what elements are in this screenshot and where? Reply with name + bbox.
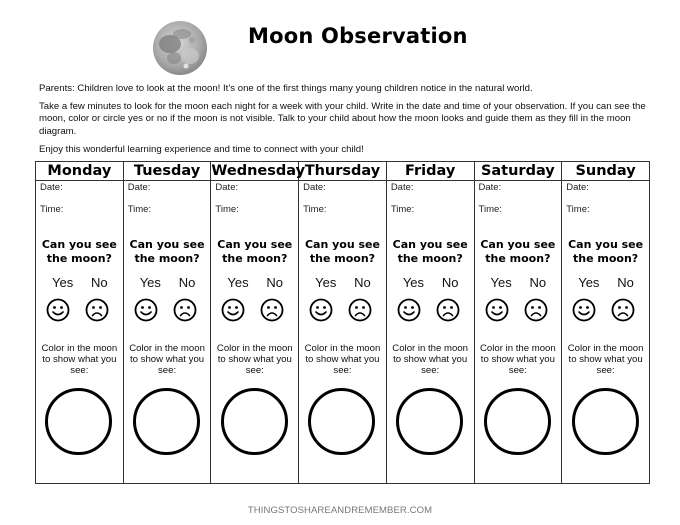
question-text: Can you see the moon? (392, 238, 468, 265)
moon-drawing-circle[interactable] (308, 388, 375, 455)
day-header-monday: Monday (36, 162, 124, 181)
moon-drawing-circle[interactable] (221, 388, 288, 455)
time-field[interactable]: Time: (390, 204, 415, 215)
no-option[interactable]: No (617, 275, 634, 290)
smiley-face-icon[interactable] (221, 298, 245, 322)
day-cells-row (36, 181, 650, 484)
moon-drawing-circle[interactable] (484, 388, 551, 455)
color-instruction: Color in the moon to show what you see: (41, 343, 118, 377)
intro-paragraph-enjoy: Enjoy this wonderful learning experience and time to connect with your child! (39, 144, 364, 155)
smiley-face-icon[interactable] (397, 298, 421, 322)
no-option[interactable]: No (266, 275, 284, 290)
day-header-thursday: Thursday (299, 162, 387, 181)
date-field[interactable]: Date: (390, 182, 414, 193)
date-field[interactable]: Date: (566, 182, 589, 193)
question-text: Can you see the moon? (41, 238, 117, 265)
day-column-wednesday (211, 181, 299, 484)
time-field[interactable]: Time: (478, 204, 502, 215)
question-text: Can you see the moon? (304, 238, 380, 265)
color-instruction: Color in the moon to show what you see: (129, 343, 205, 377)
frowny-face-icon[interactable] (524, 298, 548, 322)
day-header-wednesday: Wednesday (211, 163, 306, 179)
question-text: Can you see the moon? (568, 238, 644, 265)
time-field[interactable]: Time: (40, 204, 64, 215)
smiley-face-icon[interactable] (134, 298, 158, 322)
moon-drawing-circle[interactable] (572, 388, 639, 455)
question-text: Can you see the moon? (480, 238, 556, 265)
smiley-face-icon[interactable] (309, 298, 333, 322)
smiley-face-icon[interactable] (46, 298, 70, 322)
color-instruction: Color in the moon to show what you see: (216, 343, 293, 377)
no-option[interactable]: No (91, 275, 108, 290)
color-instruction: Color in the moon to show what you see: (567, 343, 644, 377)
day-column-monday (36, 181, 124, 484)
day-header-sunday: Sunday (562, 162, 650, 181)
smiley-face-icon[interactable] (572, 298, 596, 322)
intro-paragraph-instructions: Take a few minutes to look for the moon each night for a week with your child. Write in the date and time of your observation. If you can see the moon, color or circle yes or no if the moon is not visible. Talk to your child about how the moon looks and guide them as they fill in the moon diagram. (39, 101, 646, 137)
question-text: Can you see the moon? (129, 238, 205, 265)
date-field[interactable]: Date: (215, 182, 239, 193)
date-field[interactable]: Date: (303, 182, 326, 193)
intro-paragraph-parents: Parents: Children love to look at the moon! It’s one of the first things many young children notice in the natural world. (39, 83, 533, 94)
no-option[interactable]: No (441, 275, 459, 290)
frowny-face-icon[interactable] (348, 298, 372, 322)
color-instruction: Color in the moon to show what you see: (480, 343, 556, 377)
color-instruction: Color in the moon to show what you see: (392, 343, 469, 377)
day-header-row (36, 162, 650, 181)
moon-drawing-circle[interactable] (396, 388, 463, 455)
frowny-face-icon[interactable] (260, 298, 284, 322)
date-field[interactable]: Date: (40, 182, 63, 193)
yes-option[interactable]: Yes (139, 275, 161, 290)
yes-option[interactable]: Yes (402, 275, 425, 290)
no-option[interactable]: No (178, 275, 196, 290)
frowny-face-icon[interactable] (436, 298, 460, 322)
date-field[interactable]: Date: (127, 182, 151, 193)
smiley-face-icon[interactable] (485, 298, 509, 322)
no-option[interactable]: No (354, 275, 371, 290)
time-field[interactable]: Time: (303, 204, 327, 215)
day-column-thursday (299, 181, 387, 484)
frowny-face-icon[interactable] (85, 298, 109, 322)
yes-option[interactable]: Yes (52, 275, 74, 290)
yes-option[interactable]: Yes (227, 275, 249, 290)
day-column-saturday (474, 181, 562, 484)
frowny-face-icon[interactable] (611, 298, 635, 322)
time-field[interactable]: Time: (127, 204, 152, 215)
frowny-face-icon[interactable] (173, 298, 197, 322)
page-title: Moon Observation (248, 24, 468, 48)
footer-website: THINGSTOSHAREANDREMEMBER.COM (247, 505, 433, 516)
yes-option[interactable]: Yes (578, 275, 600, 290)
yes-option[interactable]: Yes (490, 275, 512, 290)
color-instruction: Color in the moon to show what you see: (304, 343, 381, 377)
day-header-saturday: Saturday (474, 162, 562, 181)
moon-drawing-circle[interactable] (45, 388, 112, 455)
moon-image (152, 20, 208, 76)
no-option[interactable]: No (529, 275, 547, 290)
day-column-friday (386, 181, 474, 484)
date-field[interactable]: Date: (478, 182, 502, 193)
day-column-sunday (562, 181, 650, 484)
moon-drawing-circle[interactable] (133, 388, 200, 455)
time-field[interactable]: Time: (215, 204, 239, 215)
observation-table (35, 161, 650, 484)
yes-option[interactable]: Yes (315, 275, 337, 290)
day-column-tuesday (123, 181, 211, 484)
day-header-tuesday: Tuesday (123, 162, 211, 181)
day-header-friday: Friday (386, 162, 474, 181)
time-field[interactable]: Time: (566, 204, 590, 215)
question-text: Can you see the moon? (217, 238, 293, 265)
